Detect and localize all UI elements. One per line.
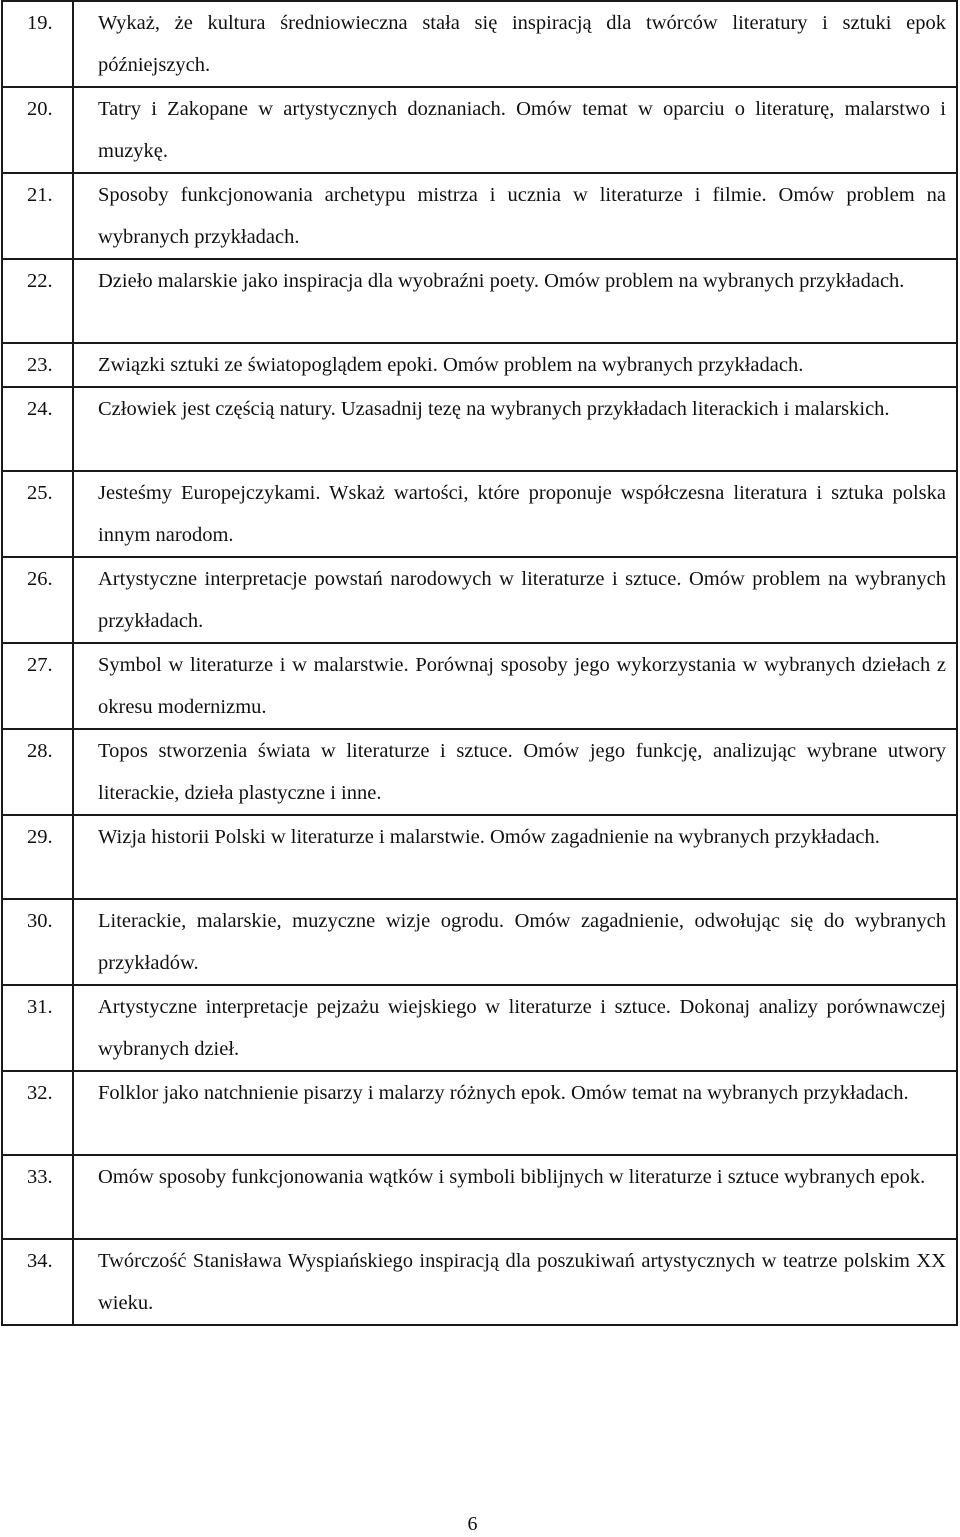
topic-text: Człowiek jest częścią natury. Uzasadnij tezę na wybranych przykładach literackich i malarskich. [73,387,957,471]
topic-number: 32. [2,1071,73,1155]
page-number: 6 [467,1513,478,1535]
topic-text: Związki sztuki ze światopoglądem epoki. Omów problem na wybranych przykładach. [73,343,957,387]
topic-number: 22. [2,259,73,343]
table-row [2,173,957,259]
topic-text: Wykaż, że kultura średniowieczna stała się inspiracją dla twórców literatury i sztuki epok późniejszych. [73,1,957,87]
topic-number: 33. [2,1155,73,1239]
topic-number: 23. [2,343,73,387]
table-row [2,1,957,87]
table-row [2,557,957,643]
topic-number: 28. [2,729,73,815]
topic-text: Dzieło malarskie jako inspiracja dla wyobraźni poety. Omów problem na wybranych przykładach. [73,259,957,343]
table-row [2,1239,957,1325]
table-row [2,985,957,1071]
topics-table [1,0,958,1326]
topic-number: 34. [2,1239,73,1325]
topic-number: 31. [2,985,73,1071]
topic-text: Artystyczne interpretacje pejzażu wiejskiego w literaturze i sztuce. Dokonaj analizy porównawczej wybranych dzieł. [73,985,957,1071]
table-row [2,87,957,173]
table-row [2,899,957,985]
topic-number: 19. [2,1,73,87]
topic-text: Omów sposoby funkcjonowania wątków i symboli biblijnych w literaturze i sztuce wybranych epok. [73,1155,957,1239]
topic-text: Jesteśmy Europejczykami. Wskaż wartości, które proponuje współczesna literatura i sztuka polska innym narodom. [73,471,957,557]
topic-text: Sposoby funkcjonowania archetypu mistrza i ucznia w literaturze i filmie. Omów problem na wybranych przykładach. [73,173,957,259]
topic-number: 30. [2,899,73,985]
table-row [2,259,957,343]
topic-text: Folklor jako natchnienie pisarzy i malarzy różnych epok. Omów temat na wybranych przykładach. [73,1071,957,1155]
topic-number: 24. [2,387,73,471]
topic-number: 21. [2,173,73,259]
table-row [2,643,957,729]
topic-text: Artystyczne interpretacje powstań narodowych w literaturze i sztuce. Omów problem na wybranych przykładach. [73,557,957,643]
topic-number: 20. [2,87,73,173]
topic-text: Twórczość Stanisława Wyspiańskiego inspiracją dla poszukiwań artystycznych w teatrze polskim XX wieku. [73,1239,957,1325]
topic-text: Literackie, malarskie, muzyczne wizje ogrodu. Omów zagadnienie, odwołując się do wybranych przykładów. [73,899,957,985]
topic-number: 27. [2,643,73,729]
topic-text: Symbol w literaturze i w malarstwie. Porównaj sposoby jego wykorzystania w wybranych dziełach z okresu modernizmu. [73,643,957,729]
topic-number: 26. [2,557,73,643]
table-row [2,1071,957,1155]
table-row [2,1155,957,1239]
topic-number: 25. [2,471,73,557]
table-row [2,729,957,815]
topic-text: Topos stworzenia świata w literaturze i sztuce. Omów jego funkcję, analizując wybrane utwory literackie, dzieła plastyczne i inne. [73,729,957,815]
topic-text: Tatry i Zakopane w artystycznych doznaniach. Omów temat w oparciu o literaturę, malarstwo i muzykę. [73,87,957,173]
table-row [2,471,957,557]
topic-text: Wizja historii Polski w literaturze i malarstwie. Omów zagadnienie na wybranych przykładach. [73,815,957,899]
table-row [2,387,957,471]
table-row [2,815,957,899]
topic-number: 29. [2,815,73,899]
table-row [2,343,957,387]
